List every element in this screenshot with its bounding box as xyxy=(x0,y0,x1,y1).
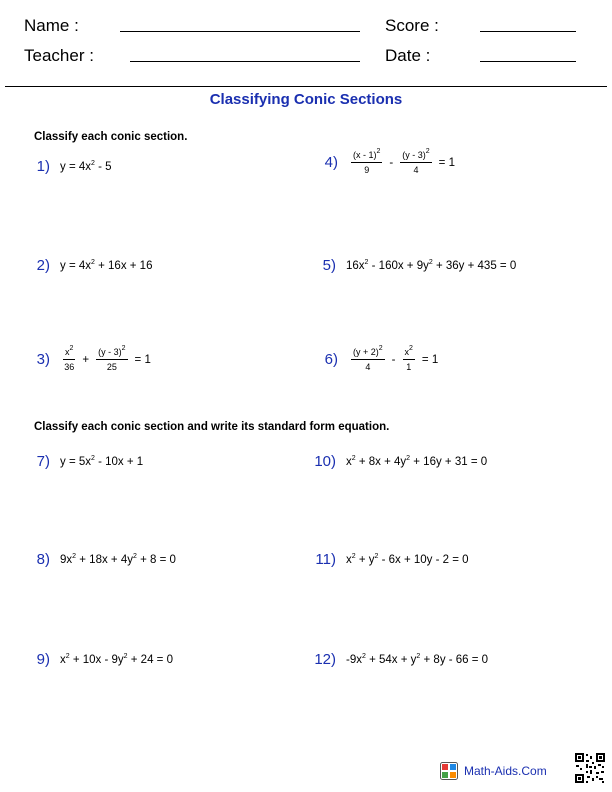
fraction: $\frac{(y - 3)^2}{25}$ xyxy=(98,345,126,372)
calculator-logo-icon xyxy=(440,762,458,780)
section1-instruction: Classify each conic section. xyxy=(34,131,188,143)
problem-7 xyxy=(24,453,143,470)
fraction: $\frac{(x - 1)^2}{9}$ xyxy=(353,148,381,175)
problem-2 xyxy=(24,257,152,274)
problem-number: 8) xyxy=(36,551,50,568)
name-field[interactable] xyxy=(120,31,360,32)
problem-number: 3) xyxy=(36,351,50,368)
problem-9 xyxy=(24,651,173,668)
fraction: $\frac{(y - 3)^2}{4}$ xyxy=(402,148,430,175)
teacher-field[interactable] xyxy=(130,61,360,62)
footer-brand[interactable] xyxy=(440,762,547,780)
section2-instruction: Classify each conic section and write its standard form equation. xyxy=(34,421,390,433)
problem-number: 11) xyxy=(315,551,336,568)
equation: $y = 5x^2 - 10x + 1$ xyxy=(60,454,144,468)
teacher-label: Teacher : xyxy=(24,46,94,65)
problem-number: 1) xyxy=(36,158,50,175)
score-label: Score : xyxy=(385,16,439,35)
problem-number: 5) xyxy=(322,257,336,274)
equation: $x^2 + y^2 - 6x + 10y - 2 = 0$ xyxy=(346,552,469,566)
equation: $y = 4x^2 - 5$ xyxy=(60,159,112,173)
name-label: Name : xyxy=(24,16,79,35)
problem-number: 2) xyxy=(36,257,50,274)
qr-code-icon xyxy=(574,752,606,784)
problem-6: 6) $\frac{(y + 2)^2}{4}$ - $\frac{x^2}{1}$ = 1 xyxy=(312,347,442,372)
equation: $-9x^2 + 54x + y^2 + 8y - 66 = 0$ xyxy=(346,652,489,666)
problem-number: 4) xyxy=(324,154,338,171)
equation: $16x^2 - 160x + 9y^2 + 36y + 435 = 0$ xyxy=(346,258,517,272)
problem-number: 6) xyxy=(324,351,338,368)
problem-1 xyxy=(24,158,112,175)
problem-5 xyxy=(310,257,516,274)
equation: $x^2 + 10x - 9y^2 + 24 = 0$ xyxy=(60,652,173,666)
fraction: $\frac{(y + 2)^2}{4}$ xyxy=(353,345,383,372)
equation: $x^2 + 8x + 4y^2 + 16y + 31 = 0$ xyxy=(346,454,488,468)
fraction: $\frac{x^2}{36}$ xyxy=(64,345,75,372)
problem-number: 7) xyxy=(36,453,50,470)
problem-4: 4) $\frac{(x - 1)^2}{9}$ - $\frac{(y - 3)^2}{4}$ = 1 xyxy=(312,150,459,175)
brand-link[interactable]: Math-Aids.Com xyxy=(464,764,547,778)
date-field[interactable] xyxy=(480,61,576,62)
problem-3: 3) $\frac{x^2}{36}$ + $\frac{(y - 3)^2}{25}$ = 1 xyxy=(24,347,155,372)
score-field[interactable] xyxy=(480,31,576,32)
fraction: $\frac{x^2}{1}$ xyxy=(404,345,413,372)
equation: $9x^2 + 18x + 4y^2 + 8 = 0$ xyxy=(60,552,176,566)
problem-11 xyxy=(310,551,469,568)
problem-number: 9) xyxy=(36,651,50,668)
problem-10 xyxy=(310,453,487,470)
page-title: Classifying Conic Sections xyxy=(209,91,403,108)
equation: $y = 4x^2 + 16x + 16$ xyxy=(60,258,153,272)
problem-number: 10) xyxy=(314,453,336,470)
problem-12 xyxy=(310,651,488,668)
problem-number: 12) xyxy=(314,651,336,668)
header-divider xyxy=(5,86,607,87)
date-label: Date : xyxy=(385,46,431,65)
problem-8 xyxy=(24,551,176,568)
